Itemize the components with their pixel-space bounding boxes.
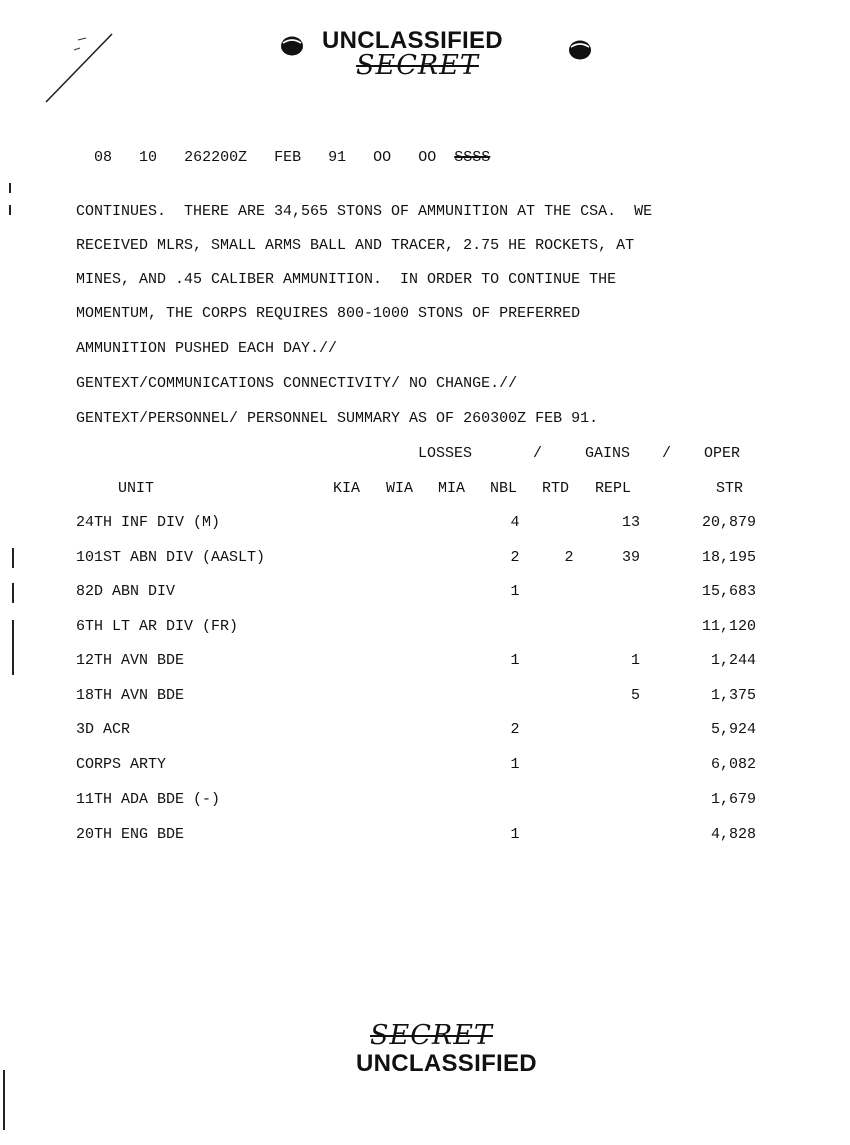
col-nbl: NBL <box>490 480 518 497</box>
top-classification: UNCLASSIFIED <box>322 27 503 54</box>
row-str: 15,683 <box>701 583 756 600</box>
body-line: GENTEXT/PERSONNEL/ PERSONNEL SUMMARY AS OF 260300Z FEB 91. <box>76 410 599 427</box>
top-struck-classification: SECRET <box>356 50 479 81</box>
col-unit: UNIT <box>118 480 155 497</box>
header-slash: / <box>662 445 672 462</box>
row-unit: 82D ABN DIV <box>76 583 176 600</box>
row-repl: 5 <box>630 687 640 704</box>
margin-mark <box>3 1070 5 1130</box>
margin-mark <box>12 620 14 675</box>
row-unit: 101ST ABN DIV (AASLT) <box>76 549 266 566</box>
row-str: 18,195 <box>701 549 756 566</box>
losses-header: LOSSES <box>418 445 473 462</box>
row-unit: 18TH AVN BDE <box>76 687 185 704</box>
header-struck-code: SSSS <box>454 149 491 166</box>
row-nbl: 2 <box>510 549 520 566</box>
row-str: 1,244 <box>710 652 756 669</box>
row-nbl: 2 <box>510 721 520 738</box>
body-line: MINES, AND .45 CALIBER AMMUNITION. IN ORDER TO CONTINUE THE <box>76 271 617 288</box>
row-str: 5,924 <box>710 721 756 738</box>
header-part2: 10 <box>139 149 158 166</box>
row-nbl: 4 <box>510 514 520 531</box>
col-kia: KIA <box>333 480 361 497</box>
body-line: CONTINUES. THERE ARE 34,565 STONS OF AMMUNITION AT THE CSA. WE <box>76 203 653 220</box>
gains-header: GAINS <box>585 445 631 462</box>
oper-header: OPER <box>704 445 741 462</box>
seal-icon <box>280 34 304 56</box>
col-rtd: RTD <box>542 480 570 497</box>
bottom-struck-classification: SECRET <box>370 1020 493 1051</box>
row-unit: 20TH ENG BDE <box>76 826 185 843</box>
row-rtd: 2 <box>564 549 574 566</box>
row-nbl: 1 <box>510 652 520 669</box>
row-nbl: 1 <box>510 756 520 773</box>
header-month: FEB <box>274 149 302 166</box>
row-repl: 13 <box>621 514 640 531</box>
body-line: GENTEXT/COMMUNICATIONS CONNECTIVITY/ NO CHANGE.// <box>76 375 518 392</box>
row-unit: 24TH INF DIV (M) <box>76 514 221 531</box>
col-str: STR <box>716 480 744 497</box>
header-slash: / <box>533 445 543 462</box>
header-line <box>76 132 490 166</box>
bottom-classification: UNCLASSIFIED <box>356 1050 537 1077</box>
row-repl: 1 <box>630 652 640 669</box>
header-year: 91 <box>328 149 347 166</box>
margin-mark <box>12 548 14 568</box>
row-str: 1,679 <box>710 791 756 808</box>
row-nbl: 1 <box>510 826 520 843</box>
header-code1: OO <box>373 149 392 166</box>
margin-mark <box>9 183 11 193</box>
col-wia: WIA <box>386 480 414 497</box>
row-unit: 12TH AVN BDE <box>76 652 185 669</box>
header-part1: 08 <box>94 149 113 166</box>
margin-mark <box>9 205 11 215</box>
row-unit: 11TH ADA BDE (-) <box>76 791 221 808</box>
row-unit: 6TH LT AR DIV (FR) <box>76 618 239 635</box>
corner-pen-mark <box>40 28 120 108</box>
body-line: RECEIVED MLRS, SMALL ARMS BALL AND TRACER, 2.75 HE ROCKETS, AT <box>76 237 635 254</box>
header-code2: OO <box>418 149 437 166</box>
row-str: 20,879 <box>701 514 756 531</box>
row-str: 4,828 <box>710 826 756 843</box>
margin-mark <box>12 583 14 603</box>
header-dtg: 262200Z <box>184 149 248 166</box>
row-nbl: 1 <box>510 583 520 600</box>
row-unit: 3D ACR <box>76 721 131 738</box>
row-str: 11,120 <box>701 618 756 635</box>
row-repl: 39 <box>621 549 640 566</box>
col-mia: MIA <box>438 480 466 497</box>
body-line: MOMENTUM, THE CORPS REQUIRES 800-1000 STONS OF PREFERRED <box>76 305 581 322</box>
body-line: AMMUNITION PUSHED EACH DAY.// <box>76 340 338 357</box>
col-repl: REPL <box>595 480 632 497</box>
seal-icon <box>568 38 592 60</box>
row-str: 1,375 <box>710 687 756 704</box>
row-str: 6,082 <box>710 756 756 773</box>
row-unit: CORPS ARTY <box>76 756 167 773</box>
